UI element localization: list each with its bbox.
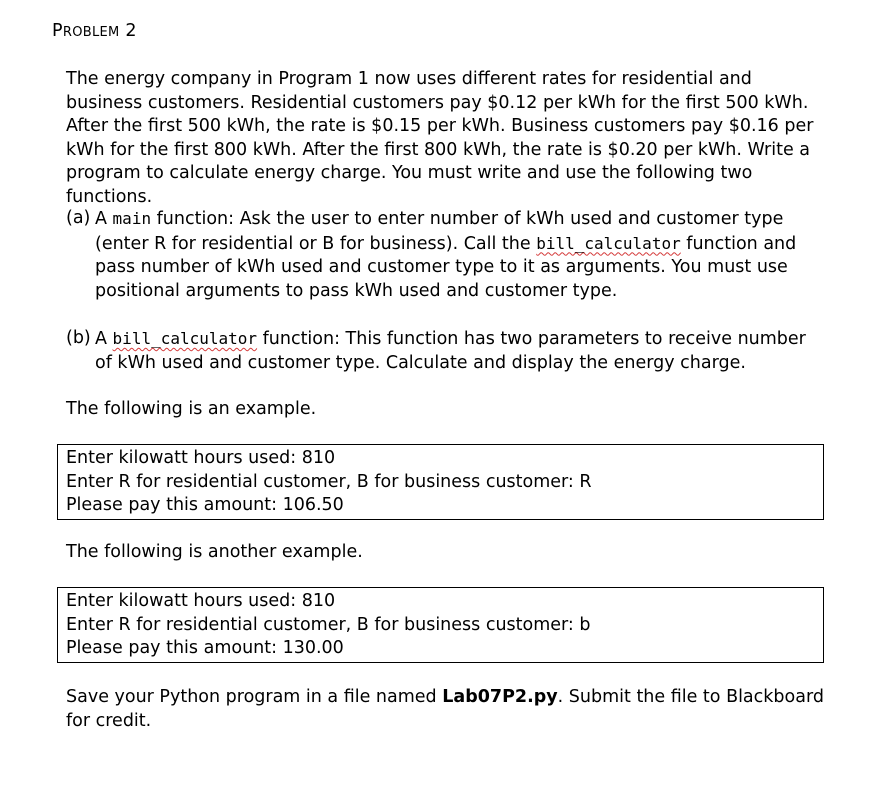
problem-heading <box>52 20 137 45</box>
intro-paragraph: The energy company in Program 1 now uses different rates for residential and business customers. Residential customers pay $0.12 per kWh for the first 500 kWh. After the first 500 kWh, the rate is $0.15 per kWh. Business customers pay $0.16 per kWh for the first 800 kWh. After the first 800 kWh, the rate is $0.20 per kWh. Write a program to calculate energy charge. You must write and use the following two functions. <box>66 69 814 207</box>
footer-text1: Save your Python program in a file named <box>66 687 443 707</box>
part-a-prefix: A <box>95 209 113 229</box>
part-a-label: (a) <box>66 208 91 228</box>
heading-number: 2 <box>125 21 137 41</box>
example2-line: Enter R for residential customer, B for business customer: b <box>66 614 591 635</box>
heading-rest: ROBLEM <box>62 25 120 40</box>
example1-box <box>57 444 824 520</box>
part-b <box>66 327 826 375</box>
filename: Lab07P2.py <box>442 687 558 707</box>
heading-first-letter: P <box>52 21 63 41</box>
part-b-label: (b) <box>66 328 91 348</box>
example2-line: Enter kilowatt hours used: 810 <box>66 591 336 611</box>
footer-text2: . Submit the file to Blackboard for credit. <box>66 687 824 731</box>
main-function-name: main <box>112 209 152 228</box>
example2-line: Please pay this amount: 130.00 <box>66 638 344 658</box>
submission-instructions <box>66 686 826 733</box>
example1-intro: The following is an example. <box>66 399 317 419</box>
bill-calculator-function-name: bill_calculator <box>112 329 258 348</box>
part-a-text <box>95 207 826 303</box>
part-a-text2: function and pass number of kWh used and customer type to it as arguments. You must use positional arguments to pass kWh used and customer type. <box>95 233 797 301</box>
part-a-text1: function: Ask the user to enter number of kWh used and customer type (enter R for residential or B for business). Call the <box>95 209 784 254</box>
part-b-text1: function: This function has two parameters to receive number of kWh used and customer type. Calculate and display the energy charge. <box>95 329 806 373</box>
part-a <box>66 207 826 303</box>
part-b-text <box>95 327 826 375</box>
example1-line: Enter kilowatt hours used: 810 <box>66 448 336 468</box>
example1-line: Enter R for residential customer, B for business customer: R <box>66 471 592 492</box>
part-b-prefix: A <box>95 329 113 349</box>
bill-calculator-function-name: bill_calculator <box>536 233 681 253</box>
example2-intro: The following is another example. <box>66 542 363 562</box>
example2-box <box>57 587 824 663</box>
example1-line: Please pay this amount: 106.50 <box>66 495 344 515</box>
